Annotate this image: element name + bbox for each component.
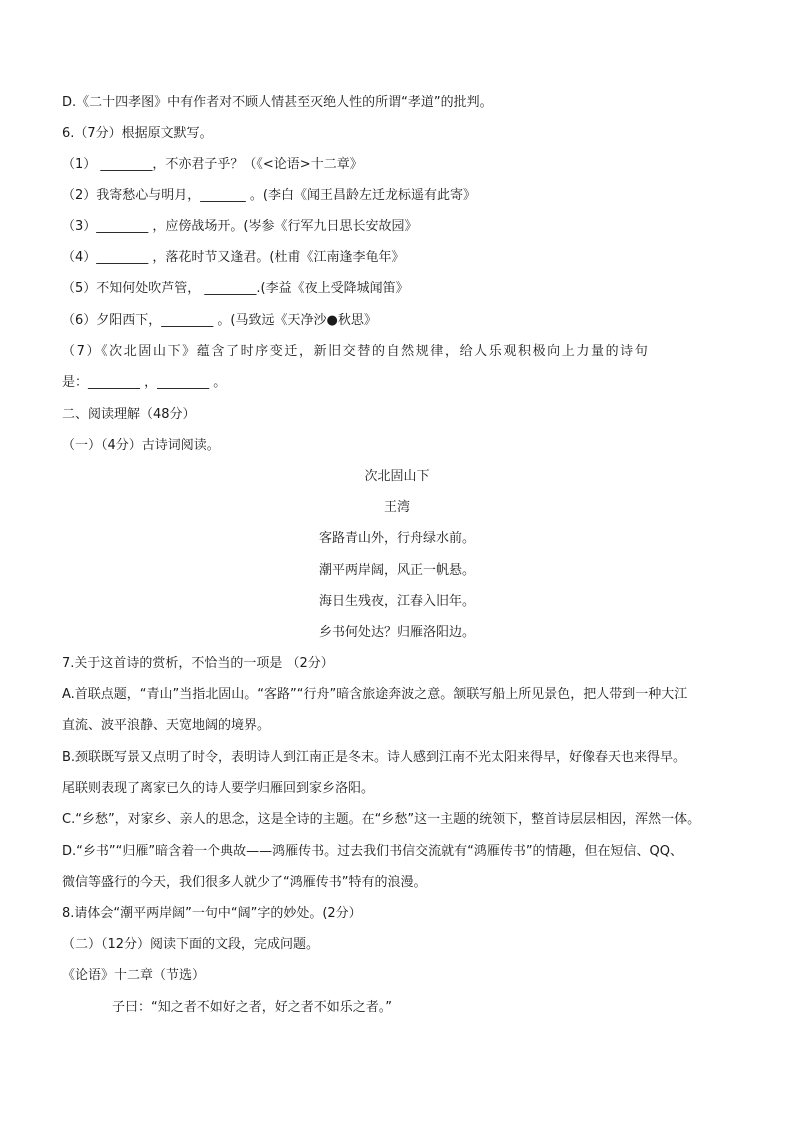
q7-option-d-line2: 微信等盛行的今天，我们很多人就少了“鸿雁传书”特有的浪漫。	[62, 875, 427, 890]
part2-title: （二）（12分）阅读下面的文段，完成问题。	[62, 937, 320, 952]
q6-item-7-line1: （7）《次北固山下》蕴含了时序变迁，新旧交替的自然规律，给人乐观积极向上力量的诗句	[62, 344, 650, 359]
q6-item-6: （6）夕阳西下，________ 。(马致远《天净沙●秋思》	[62, 313, 377, 328]
poem-title: 次北固山下	[364, 469, 430, 484]
poem-line-3: 海日生残夜，江春入旧年。	[318, 594, 475, 609]
section2-title: 二、阅读理解（48分）	[62, 407, 196, 422]
q7-option-b-line2: 尾联则表现了离家已久的诗人要学归雁回到家乡洛阳。	[62, 781, 375, 796]
excerpt-text: 子曰：“知之者不如好之者，好之者不如乐之者。”	[112, 1000, 392, 1015]
poem-line-2: 潮平两岸阔，风正一帆悬。	[318, 563, 475, 578]
poem-author: 王湾	[383, 500, 410, 515]
q6-item-4: （4）________ ，落花时节又逢君。(杜甫《江南逢李龟年》	[62, 250, 405, 265]
q6-item-3: （3）________ ，应傍战场开。(岑参《行军九日思长安故园》	[62, 219, 418, 234]
q6-item-5: （5）不知何处吹芦管， ________.(李益《夜上受降城闻笛》	[62, 281, 409, 296]
q7-option-b-line1: B.颈联既写景又点明了时令，表明诗人到江南正是冬末。诗人感到江南不光太阳来得早，好像春天也来得早。	[62, 750, 687, 765]
poem-line-4: 乡书何处达？归雁洛阳边。	[318, 625, 475, 640]
q6-item-7-line2: 是：________ ，________ 。	[62, 375, 227, 390]
q7-option-d-line1: D.“乡书”“归雁”暗含着一个典故——鸿雁传书。过去我们书信交流就有“鸿雁传书”的情趣，但在短信、QQ、	[62, 844, 684, 859]
q5-option-d: D.《二十四孝图》中有作者对不顾人情甚至灭绝人性的所谓“孝道”的批判。	[62, 95, 493, 110]
part1-title: （一）（4分）古诗词阅读。	[62, 438, 220, 453]
q6-item-1: （1） ________，不亦君子乎？（《<论语>十二章》	[62, 157, 363, 172]
q7-option-a-line2: 直流、波平浪静、天宽地阔的境界。	[62, 718, 271, 733]
q8-stem: 8.请体会“潮平两岸阔”一句中“阔”字的妙处。(2分）	[62, 906, 362, 921]
q6-item-2: （2）我寄愁心与明月，_______ 。(李白《闻王昌龄左迁龙标遥有此寄》	[62, 188, 476, 203]
q6-title: 6.（7分）根据原文默写。	[62, 126, 213, 141]
excerpt-title: 《论语》十二章（节选）	[62, 968, 206, 983]
poem-line-1: 客路青山外，行舟绿水前。	[318, 531, 475, 546]
q7-option-a-line1: A.首联点题，“青山”当指北固山。“客路”“行舟”暗含旅途奔波之意。颔联写船上所见景色，把人带到一种大江	[62, 687, 688, 702]
q7-option-c: C.“乡愁”，对家乡、亲人的思念，这是全诗的主题。在“乡愁”这一主题的统领下，整首诗层层相因，浑然一体。	[62, 812, 701, 827]
q7-stem: 7.关于这首诗的赏析，不恰当的一项是 （2分）	[62, 656, 334, 671]
